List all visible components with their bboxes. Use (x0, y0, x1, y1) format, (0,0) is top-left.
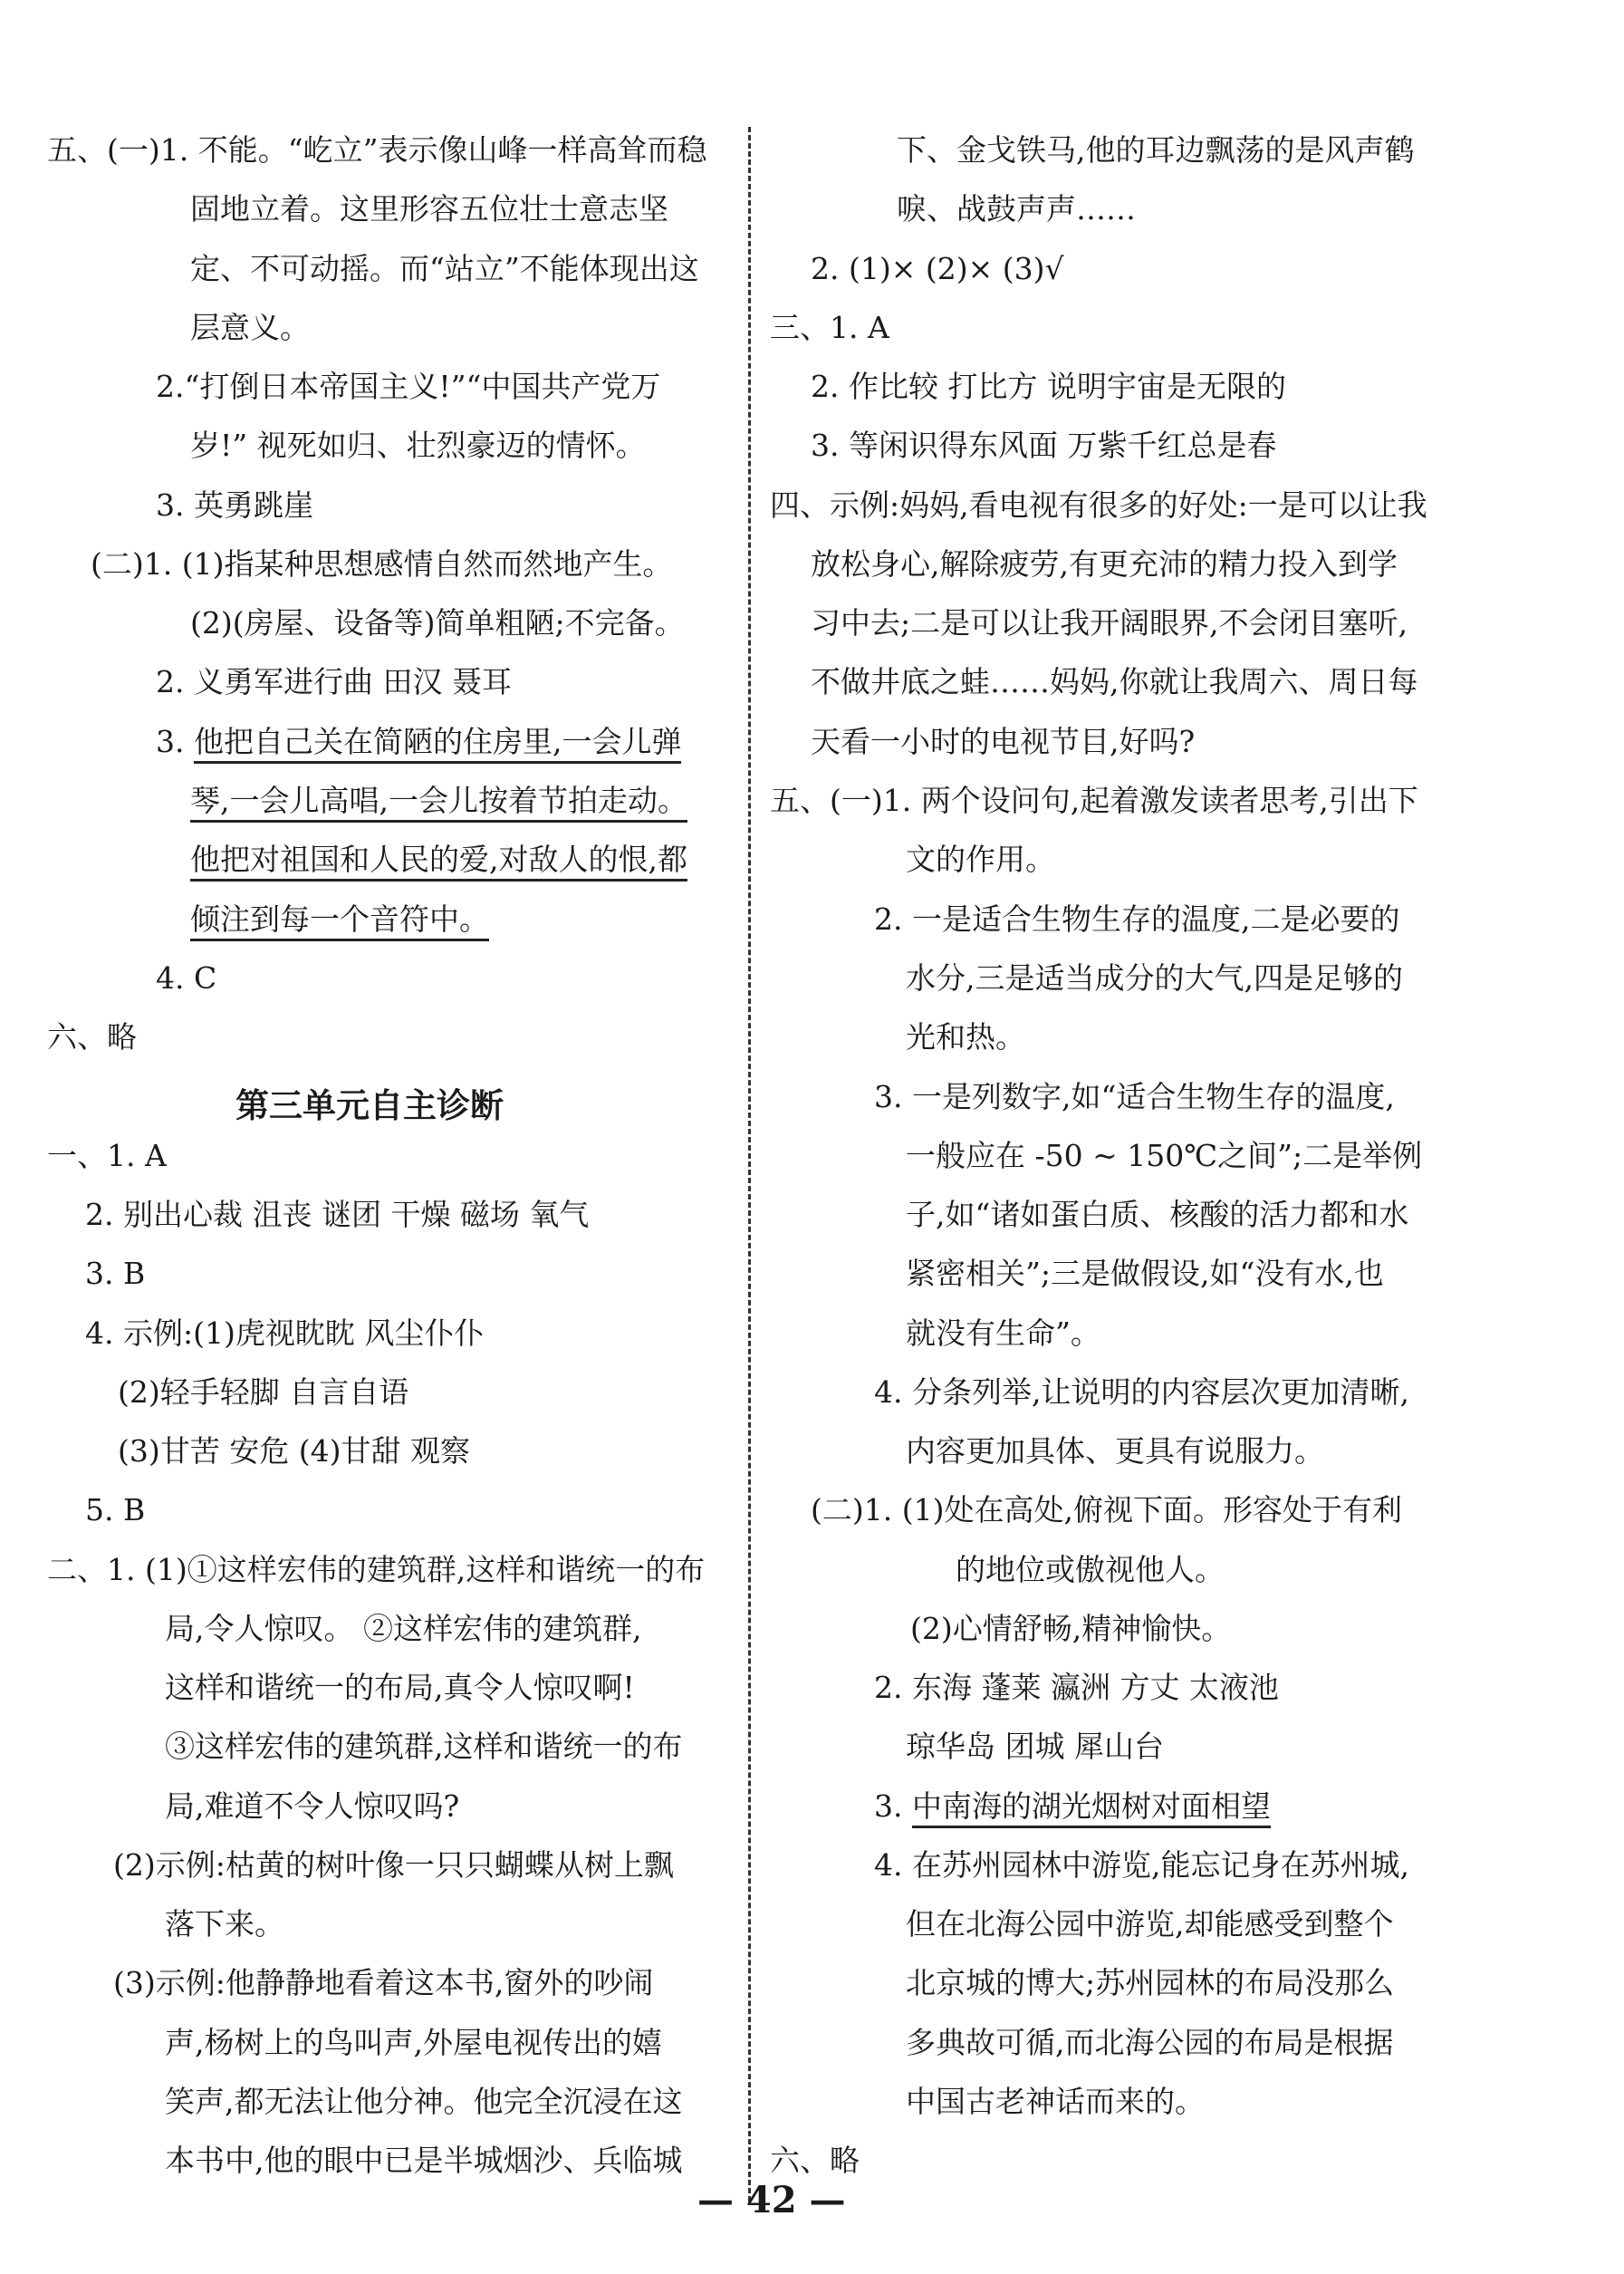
section-heading: 第三单元自主诊断 (235, 1086, 504, 1125)
answer-line: 就没有生命”。 (906, 1315, 1100, 1351)
answer-line: 三、1. A (770, 310, 889, 345)
answer-line: 本书中,他的眼中已是半城烟沙、兵临城 (165, 2143, 683, 2178)
answer-line: (2)心情舒畅,精神愉快。 (910, 1611, 1232, 1646)
answer-line: (2)(房屋、设备等)简单粗陋;不完备。 (190, 605, 685, 641)
answer-line (874, 1787, 1271, 1826)
answer-line: (3)示例:他静静地看着这本书,窗外的吵闹 (113, 1965, 654, 2000)
answer-line: 2. 义勇军进行曲 田汉 聂耳 (156, 664, 512, 699)
answer-line (190, 781, 687, 821)
underlined-text: 中南海的湖光烟树对面相望 (912, 1788, 1271, 1828)
answer-line: 二、1. (1)①这样宏伟的建筑群,这样和谐统一的布 (47, 1552, 706, 1587)
answer-line: 琼华岛 团城 犀山台 (906, 1729, 1164, 1764)
underlined-text: 他把自己关在简陋的住房里,一会儿弹 (194, 724, 682, 764)
item-label: 3. (874, 1788, 912, 1824)
answer-line: 2. 别出心裁 沮丧 谜团 干燥 磁场 氧气 (85, 1197, 590, 1232)
answer-line: 但在北海公园中游览,却能感受到整个 (906, 1906, 1394, 1942)
answer-line: 2. 一是适合生物生存的温度,二是必要的 (874, 901, 1400, 937)
answer-line: 习中去;二是可以让我开阔眼界,不会闭目塞听, (811, 605, 1408, 641)
answer-line: ③这样宏伟的建筑群,这样和谐统一的布 (165, 1729, 683, 1764)
answer-line: 落下来。 (165, 1906, 284, 1942)
answer-line: 岁!” 视死如归、壮烈豪迈的情怀。 (190, 428, 646, 463)
answer-line: 放松身心,解除疲劳,有更充沛的精力投入到学 (811, 546, 1398, 582)
answer-line: 4. 在苏州园林中游览,能忘记身在苏州城, (874, 1847, 1409, 1883)
item-label: 五、(一)1. (47, 132, 198, 168)
answer-line: 固地立着。这里形容五位壮士意志坚 (190, 191, 668, 226)
answer-line: 一、1. A (47, 1138, 167, 1173)
answer-line: 局,难道不令人惊叹吗? (165, 1788, 460, 1824)
answer-line: 天看一小时的电视节目,好吗? (811, 724, 1196, 759)
answer-line: 光和热。 (906, 1019, 1025, 1055)
answer-line: 内容更加具体、更具有说服力。 (906, 1433, 1324, 1469)
left-column (0, 0, 752, 2202)
underlined-text: 倾注到每一个音符中。 (190, 901, 489, 941)
answer-line: (2)轻手轻脚 自言自语 (118, 1374, 409, 1410)
underlined-text: 琴,一会儿高唱,一会儿按着节拍走动。 (190, 783, 687, 823)
underlined-text: 他把对祖国和人民的爱,对敌人的恨,都 (190, 842, 687, 882)
answer-line: 3. B (85, 1256, 146, 1291)
answer-line: 定、不可动摇。而“站立”不能体现出这 (190, 251, 699, 286)
answer-line: (2)示例:枯黄的树叶像一只只蝴蝶从树上飘 (113, 1847, 674, 1883)
answer-line: 2. (1)× (2)× (3)√ (811, 251, 1064, 286)
answer-line: 六、略 (47, 1019, 137, 1055)
column-divider (748, 127, 751, 2202)
answer-line: 四、示例:妈妈,看电视有很多的好处:一是可以让我 (770, 487, 1427, 523)
page-number: — 42 — (697, 2179, 846, 2221)
answer-line: 声,杨树上的鸟叫声,外屋电视传出的嬉 (165, 2025, 662, 2060)
answer-line: 水分,三是适当成分的大气,四是足够的 (906, 960, 1403, 996)
item-label: 3. (156, 724, 194, 759)
answer-line: 4. C (156, 960, 217, 996)
answer-line: 3. 等闲识得东风面 万紫千红总是春 (811, 428, 1277, 463)
answer-line: (3)甘苦 安危 (4)甘甜 观察 (118, 1433, 470, 1469)
answer-line: 2. 东海 蓬莱 瀛洲 方丈 太液池 (874, 1670, 1279, 1705)
answer-line: 5. B (85, 1492, 146, 1527)
answer-line: 2. 作比较 打比方 说明宇宙是无限的 (811, 369, 1286, 404)
answer-line: (二)1. (1)处在高处,俯视下面。形容处于有利 (811, 1492, 1402, 1527)
answer-line: 紧密相关”;三是做假设,如“没有水,也 (906, 1256, 1384, 1291)
answer-line: 笑声,都无法让他分神。他完全沉浸在这 (165, 2084, 683, 2119)
answer-line: 3. 英勇跳崖 (156, 487, 313, 523)
answer-line (190, 900, 489, 939)
answer-line: 不做井底之蛙……妈妈,你就让我周六、周日每 (811, 664, 1418, 699)
answer-line: 层意义。 (190, 310, 310, 345)
answer-line: 这样和谐统一的布局,真令人惊叹啊! (165, 1670, 635, 1705)
answer-line: 的地位或傲视他人。 (956, 1552, 1225, 1587)
answer-line: 局,令人惊叹。 ②这样宏伟的建筑群, (165, 1611, 642, 1646)
answer-line: 一般应在 -50 ~ 150℃之间”;二是举例 (906, 1138, 1423, 1173)
answer-line: 唳、战鼓声声…… (897, 191, 1136, 226)
right-column (770, 0, 1603, 2202)
answer-line (156, 722, 681, 762)
answer-line: 4. 示例:(1)虎视眈眈 风尘仆仆 (85, 1315, 485, 1351)
answer-line: 下、金戈铁马,他的耳边飘荡的是风声鹤 (897, 132, 1415, 168)
answer-line: 文的作用。 (906, 842, 1055, 877)
answer-line: 4. 分条列举,让说明的内容层次更加清晰, (874, 1374, 1409, 1410)
answer-line: 北京城的博大;苏州园林的布局没那么 (906, 1965, 1395, 2000)
answer-line: 子,如“诸如蛋白质、核酸的活力都和水 (906, 1197, 1409, 1232)
answer-line: 多典故可循,而北海公园的布局是根据 (906, 2025, 1394, 2060)
answer-line: 2.“打倒日本帝国主义!”“中国共产党万 (156, 369, 661, 404)
answer-line (47, 130, 706, 170)
answer-line: 五、(一)1. 两个设问句,起着激发读者思考,引出下 (770, 783, 1418, 818)
answer-line: 中国古老神话而来的。 (906, 2084, 1205, 2119)
answer-line: 3. 一是列数字,如“适合生物生存的温度, (874, 1079, 1395, 1114)
item-text: 不能。“屹立”表示像山峰一样高耸而稳 (197, 132, 707, 168)
answer-line (190, 840, 687, 880)
answer-line: 六、略 (770, 2143, 860, 2178)
answer-line: (二)1. (1)指某种思想感情自然而然地产生。 (91, 546, 673, 582)
